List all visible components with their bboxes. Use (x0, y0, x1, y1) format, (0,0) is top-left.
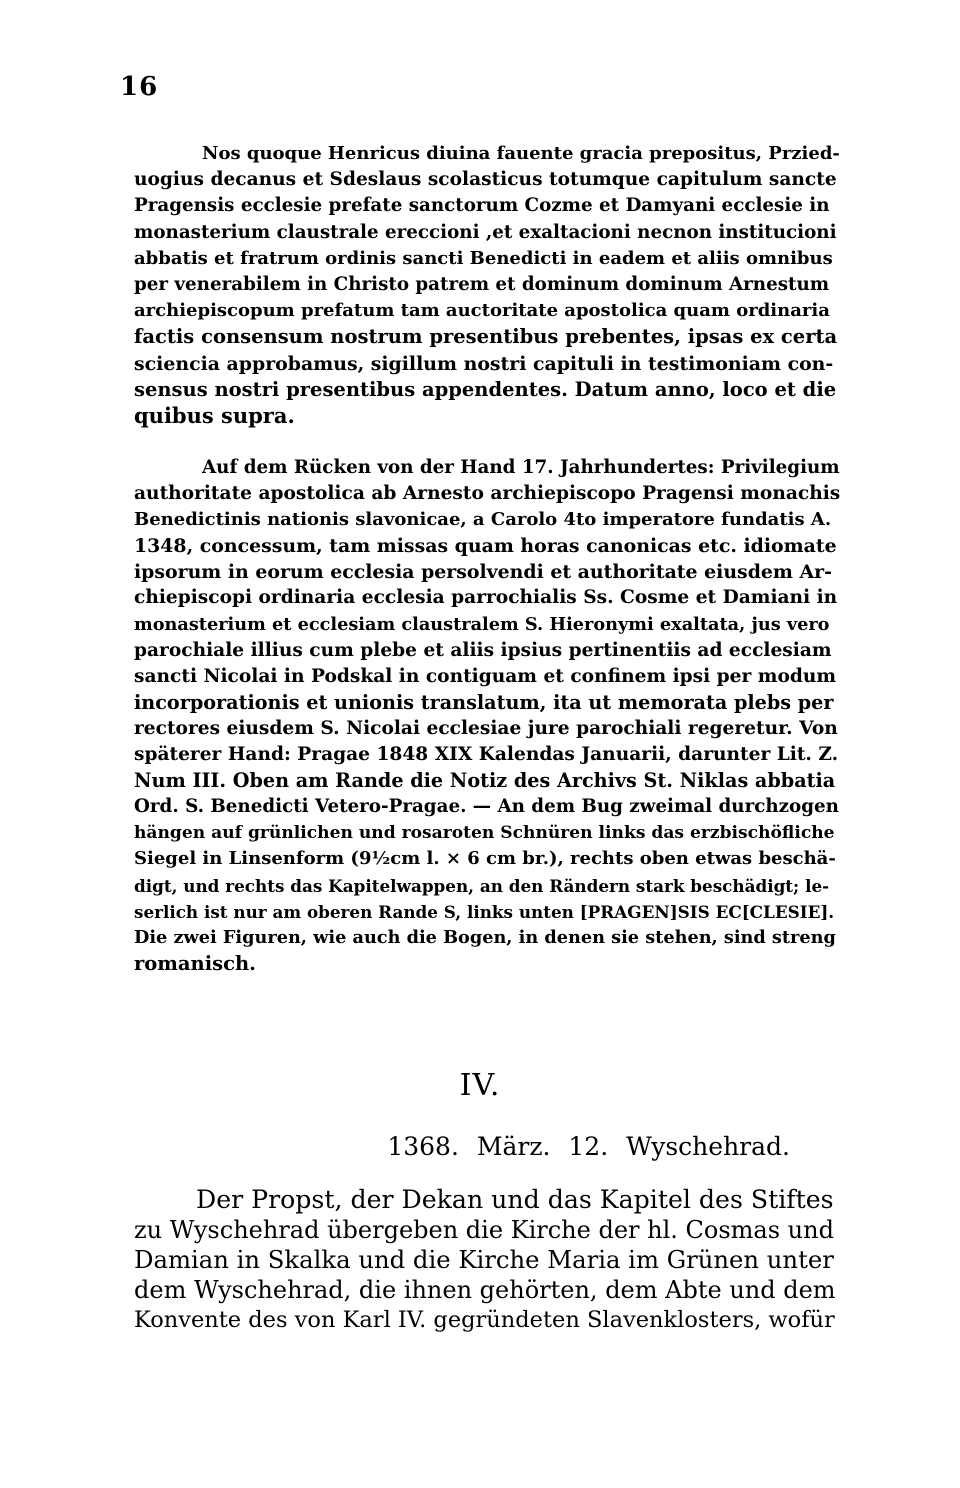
text-line: hängen auf grünlichen und rosaroten Schnüren links das erzbischöfliche (134, 823, 835, 844)
text-line: incorporationis et unionis translatum, ita ut memorata plebs per (134, 690, 834, 714)
text-line: Damian in Skalka und die Kirche Maria im Grünen unter (134, 1245, 834, 1274)
text-line: romanisch. (134, 951, 256, 975)
text-line: Ord. S. Benedicti Vetero-Pragae. — An dem Bug zweimal durchzogen (134, 796, 839, 818)
text-line: Num III. Oben am Rande die Notiz des Archivs St. Niklas abbatia (134, 769, 836, 793)
text-line: sensus nostri presentibus appendentes. Datum anno, loco et die (134, 377, 837, 401)
charter-text-paragraph (134, 141, 840, 429)
text-line: Siegel in Linsenform (9½cm l. × 6 cm br.), rechts oben etwas beschä- (134, 848, 836, 870)
text-line: ipsorum in eorum ecclesia persolvendi et authoritate eiusdem Ar- (134, 561, 832, 584)
text-line: Konvente des von Karl IV. gegründeten Slavenklosters, wofür (134, 1307, 835, 1333)
text-line: sancti Nicolai in Podskal in contiguam et confinem ipsi per modum (134, 665, 837, 687)
text-line: Der Propst, der Dekan und das Kapitel des Stiftes (196, 1185, 834, 1214)
text-line: Nos quoque Henricus diuina fauente gracia prepositus, Przied- (202, 143, 840, 164)
text-line: quibus supra. (134, 403, 295, 429)
text-line: uogius decanus et Sdeslaus scolasticus totumque capitulum sancte (134, 169, 837, 191)
page-number: 16 (120, 72, 159, 102)
text-line: 1348, concessum, tam missas quam horas canonicas etc. idiomate (134, 535, 837, 558)
text-line: chiepiscopi ordinaria ecclesia parrochialis Ss. Cosme et Damiani in (134, 587, 838, 609)
text-line: Benedictinis nationis slavonicae, a Carolo 4to imperatore fundatis A. (134, 509, 832, 531)
document-dateline: 1368. März. 12. Wyschehrad. (387, 1132, 790, 1161)
regest-paragraph (134, 1185, 840, 1335)
text-line: sciencia approbamus, sigillum nostri capituli in testimoniam con- (134, 352, 834, 375)
text-line: parochiale illius cum plebe et aliis ipsius pertinentiis ad ecclesiam (134, 639, 832, 661)
text-line: dem Wyschehrad, die ihnen gehörten, dem Abte und dem (134, 1276, 836, 1304)
text-line: späterer Hand: Pragae 1848 XIX Kalendas Januarii, darunter Lit. Z. (134, 744, 839, 766)
text-line: digt, und rechts das Kapitelwappen, an den Rändern stark beschädigt; le- (134, 875, 830, 896)
text-line: rectores eiusdem S. Nicolai ecclesiae jure parochiali regeretur. Von (134, 717, 838, 739)
document-number-heading: IV. (459, 1068, 501, 1103)
text-line: factis consensum nostrum presentibus prebentes, ipsas ex certa (134, 325, 838, 349)
text-line: Die zwei Figuren, wie auch die Bogen, in denen sie stehen, sind streng (134, 926, 836, 948)
text-line: authoritate apostolica ab Arnesto archiepiscopo Pragensi monachis (134, 483, 840, 505)
text-line: per venerabilem in Christo patrem et dominum dominum Arnestum (134, 274, 830, 296)
text-line: monasterium et ecclesiam claustralem S. Hieronymi exaltata, jus vero (134, 613, 830, 635)
text-line: Auf dem Rücken von der Hand 17. Jahrhundertes: Privilegium (202, 457, 840, 478)
text-line: Pragensis ecclesie prefate sanctorum Cozme et Damyani ecclesie in (134, 195, 830, 217)
text-line: monasterium claustrale ereccioni ,et exaltacioni necnon institucioni (134, 221, 837, 243)
text-line: serlich ist nur am oberen Rande S, links unten [PRAGEN]SIS EC[CLESIE]. (134, 901, 835, 922)
text-line: archiepiscopum prefatum tam auctoritate apostolica quam ordinaria (134, 300, 830, 322)
text-line: zu Wyschehrad übergeben die Kirche der hl. Cosmas und (134, 1216, 834, 1244)
text-line: abbatis et fratrum ordinis sancti Benedicti in eadem et aliis omnibus (134, 247, 833, 269)
endorsement-note-paragraph (134, 455, 840, 977)
